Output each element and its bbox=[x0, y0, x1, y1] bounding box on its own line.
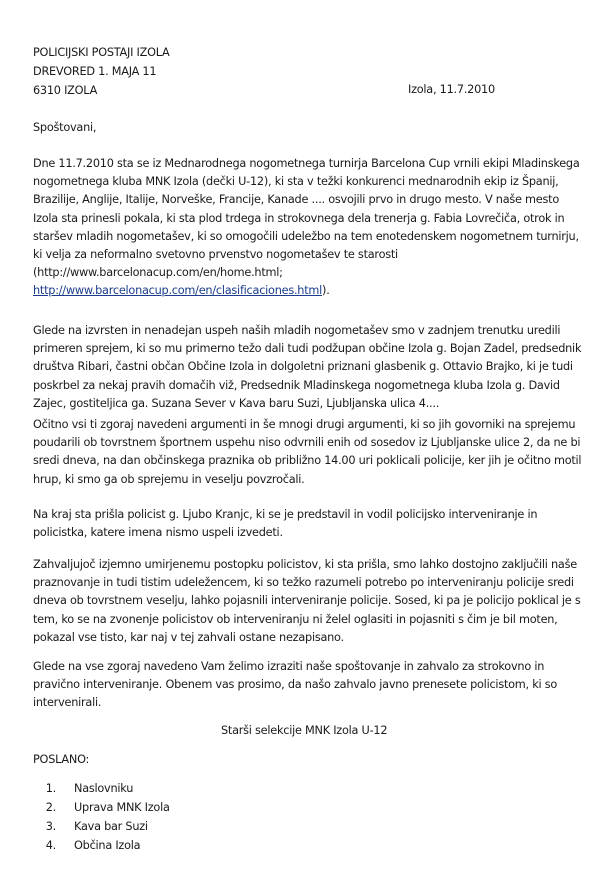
recipient-line-1: POLICIJSKI POSTAJI IZOLA bbox=[33, 46, 170, 59]
paragraph-4-line: policistka, katere imena nismo uspeli izvedeti. bbox=[33, 526, 283, 540]
paragraph-6-line: intervenirali. bbox=[33, 696, 102, 710]
list-text: Naslovniku bbox=[74, 782, 134, 795]
paragraph-3-line: hrup, ki smo ga ob sprejemu in veselju povzročali. bbox=[33, 472, 305, 486]
paragraph-2-line: poskrbel za nekaj pravih domačih viž, Predsednik Mladinskega nogometnega kluba Izola g. David bbox=[33, 378, 560, 392]
paragraph-5-line: tem, ko se na zvonenje policistov ob interveniranju ni želel oglasiti in pojasniti s čim je bil moten, bbox=[33, 612, 558, 626]
paragraph-2-line: primeren sprejem, ki so mu primerno težo dali tudi podžupan občine Izola g. Bojan Zadel, predsednik bbox=[33, 342, 582, 356]
paragraph-5 bbox=[33, 556, 581, 647]
paragraph-1-line: nogometnega kluba MNK Izola (dečki U-12), ki sta v težki konkurenci mednarodnih ekip iz Španij, bbox=[33, 175, 559, 189]
paragraph-1-line: ki velja za neformalno svetovno prvenstvo nogometašev te starosti bbox=[33, 248, 398, 262]
paragraph-6-line: pravično interveniranje. Obenem vas prosimo, da našo zahvalo javno prenesete policistom, ki so bbox=[33, 678, 558, 692]
recipient-line-3: 6310 IZOLA bbox=[33, 84, 98, 97]
list-item bbox=[33, 798, 170, 817]
paragraph-2-line: Zajec, gostiteljica ga. Suzana Sever v Kava baru Suzi, Ljubljanska ulica 4.... bbox=[33, 396, 440, 410]
letter-date: Izola, 11.7.2010 bbox=[408, 83, 495, 96]
link-suffix: ). bbox=[322, 284, 330, 298]
list-text: Kava bar Suzi bbox=[74, 820, 148, 833]
paragraph-3-line: poudarili ob tovrstnem športnem uspehu niso odvrnili enih od sosedov iz Ljubljanske ulice 2, da ne bi bbox=[33, 436, 581, 450]
paragraph-1-line: Brazilije, Anglije, Italije, Norveške, Francije, Kanade .... osvojili prvo in drugo mesto. V naše mesto bbox=[33, 193, 559, 207]
paragraph-1-line: (http://www.barcelonacup.com/en/home.html; bbox=[33, 266, 283, 280]
recipient-address bbox=[33, 43, 170, 100]
paragraph-5-line: pokazal vse tisto, kar naj v tej zahvali ostane nezapisano. bbox=[33, 630, 344, 644]
paragraph-5-line: Zahvaljujoč izjemno umirjenemu postopku policistov, ki sta prišla, smo lahko dostojno zaključili naše bbox=[33, 558, 577, 571]
paragraph-3-line: Očitno vsi ti zgoraj navedeni argumenti in še mnogi drugi argumenti, ki so jih govorniki na sprejemu bbox=[33, 418, 576, 431]
paragraph-1-link-line bbox=[33, 282, 581, 300]
sent-label: POSLANO: bbox=[33, 753, 90, 766]
paragraph-2-line: društva Ribari, častni občan Občine Izola in dolgoletni priznani glasbenik g. Ottavio Brajko, ki je tudi bbox=[33, 360, 573, 374]
paragraph-2-line: Glede na izvrsten in nenadejan uspeh naših mladih nogometašev smo v zadnjem trenutku uredili bbox=[33, 324, 561, 337]
paragraph-1 bbox=[33, 155, 581, 301]
paragraph-6-line: Glede na vse zgoraj navedeno Vam želimo izraziti naše spoštovanje in zahvalo za strokovno in bbox=[33, 660, 545, 673]
recipients-list bbox=[33, 779, 170, 855]
paragraph-5-line: dneva ob tovrstnem veselju, lahko pojasnili interveniranje policije. Sosed, ki pa je policijo poklical je s bbox=[33, 594, 581, 608]
paragraph-5-line: praznovanje in tudi tistim udeležencem, ki so težko razumeli potrebo po interveniranju policije sredi bbox=[33, 576, 574, 590]
list-number: 2. bbox=[45, 801, 56, 814]
recipient-line-2: DREVORED 1. MAJA 11 bbox=[33, 65, 157, 78]
paragraph-3-line: sredi dneva, na dan občinskega praznika ob približno 14.00 uri poklicali policije, ker jih je očitno motil bbox=[33, 454, 582, 468]
list-number: 4. bbox=[45, 839, 56, 852]
paragraph-4-line: Na kraj sta prišla policist g. Ljubo Kranjc, ki se je predstavil in vodil policijsko interveniranje in bbox=[33, 508, 538, 521]
paragraph-2 bbox=[33, 322, 581, 413]
signature: Starši selekcije MNK Izola U-12 bbox=[221, 724, 388, 737]
list-number: 3. bbox=[45, 820, 56, 833]
list-item bbox=[33, 836, 170, 855]
list-text: Občina Izola bbox=[74, 839, 141, 852]
list-item bbox=[33, 817, 170, 836]
list-number: 1. bbox=[45, 782, 56, 795]
list-item bbox=[33, 779, 170, 798]
list-text: Uprava MNK Izola bbox=[74, 801, 170, 814]
greeting: Spoštovani, bbox=[33, 121, 97, 134]
paragraph-1-line: Izola sta prinesli pokala, ki sta plod trdega in strokovnega dela trenerja g. Fabia Lovrečiča, otrok in bbox=[33, 211, 565, 225]
paragraph-1-line: staršev mladih nogometašev, ki so omogočili udeležbo na tem enotedenskem nogometnem turnirju, bbox=[33, 229, 579, 243]
paragraph-4 bbox=[33, 506, 581, 542]
paragraph-1-line: Dne 11.7.2010 sta se iz Mednarodnega nogometnega turnirja Barcelona Cup vrnili ekipi Mladinskega bbox=[33, 157, 580, 170]
paragraph-6 bbox=[33, 658, 581, 713]
barcelona-cup-link[interactable]: http://www.barcelonacup.com/en/clasificaciones.html bbox=[33, 284, 323, 298]
paragraph-3 bbox=[33, 416, 581, 489]
